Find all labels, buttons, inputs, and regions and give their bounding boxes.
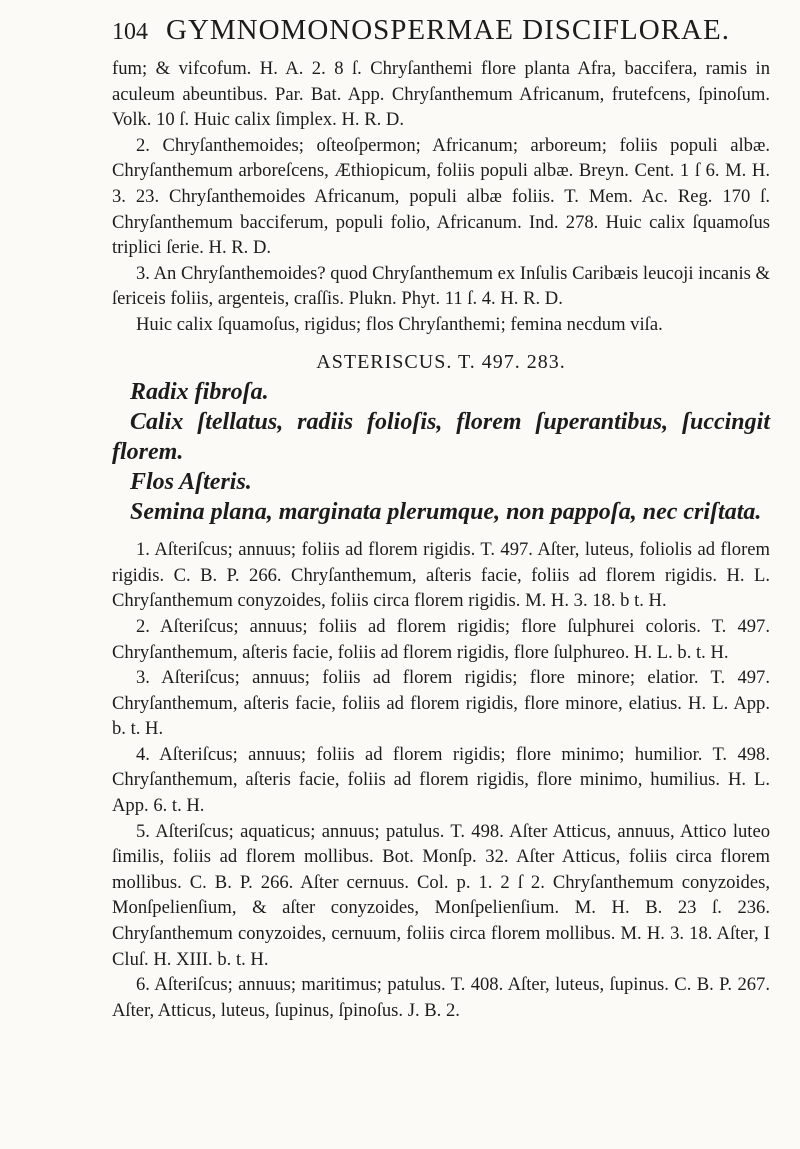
- species-entry-1: 1. Aſteriſcus; annuus; foliis ad florem rigidis. T. 497. Aſter, luteus, foliolis ad florem rigidis. C. B. P. 266. Chryſanthemum, aſteris facie, foliis ad florem rigidis. H. L. Chryſanthemum conyzoides, foliis circa florem rigidis. M. H. 3. 18. b t. H.: [112, 539, 770, 612]
- character-semina: Semina plana, marginata plerumque, non pappoſa, nec criſtata.: [130, 499, 762, 526]
- running-head: GYMNOMONOSPERMAE DISCIFLORAE.: [166, 14, 730, 46]
- paragraph-calix-note: Huic calix ſquamoſus, rigidus; flos Chryſanthemi; femina necdum viſa.: [136, 313, 663, 335]
- character-calix: Calix ſtellatus, radiis folioſis, florem ſuperantibus, ſuccingit florem.: [112, 409, 770, 466]
- page-number: 104: [112, 19, 148, 45]
- body-text: [112, 56, 770, 1023]
- species-entry-4: 4. Aſteriſcus; annuus; foliis ad florem rigidis; flore minimo; humilior. T. 498. Chryſanthemum, aſteris facie, foliis ad florem rigidis, flore minimo, humilius. H. L. App. 6. t. H.: [112, 743, 770, 817]
- page-header: [112, 14, 752, 47]
- species-entry-5: 5. Aſteriſcus; aquaticus; annuus; patulus. T. 498. Aſter Atticus, annuus, Attico luteo ſimilis, foliis ad florem mollibus. Bot. Monſp. 32. Aſter Atticus, foliis circa florem mollibus. C. B. P. 266. Aſter cernuus. Col. p. 1. 2 ſ 2. Chryſanthemum conyzoides, Monſpelienſium, & aſter conyzoides, Monſpelienſium. M. H. B. 23 ſ. 236. Chryſanthemum conyzoides, cernuum, foliis circa florem mollibus. M. H. 3. 18. Aſter, I Cluſ. H. XIII. b. t. H.: [112, 820, 770, 970]
- species-entry-2: 2. Aſteriſcus; annuus; foliis ad florem rigidis; flore ſulphurei coloris. T. 497. Chryſanthemum, aſteris facie, foliis ad florem rigidis, flore ſulphureo. H. L. b. t. H.: [112, 615, 770, 663]
- character-radix: Radix fibroſa.: [130, 379, 269, 406]
- paragraph-chrysanthemoides-3: 3. An Chryſanthemoides? quod Chryſanthemum ex Inſulis Caribæis leucoji incanis & ſericeis foliis, argenteis, craſſis. Plukn. Phyt. 11 ſ. 4. H. R. D.: [112, 262, 770, 310]
- paragraph-chrysanthemoides-2: 2. Chryſanthemoides; oſteoſpermon; Africanum; arboreum; foliis populi albæ. Chryſanthemum arboreſcens, Æthiopicum, foliis populi albæ. Breyn. Cent. 1 ſ 6. M. H. 3. 23. Chryſanthemoides Africanum, populi albæ foliis. T. Mem. Ac. Reg. 170 ſ. Chryſanthemum bacciferum, populi folio, Africanum. Ind. 278. Huic calix ſquamoſus triplici ſerie. H. R. D.: [112, 134, 770, 259]
- paragraph-continuation: fum; & vifcofum. H. A. 2. 8 ſ. Chryſanthemi flore planta Afra, baccifera, ramis in aculeum abeuntibus. Par. Bat. App. Chryſanthemum Africanum, frutefcens, ſpinoſum. Volk. 10 ſ. Huic calix ſimplex. H. R. D.: [112, 58, 770, 131]
- species-entry-6: 6. Aſteriſcus; annuus; maritimus; patulus. T. 408. Aſter, luteus, ſupinus. C. B. P. 267. Aſter, Atticus, luteus, ſupinus, ſpinoſus. J. B. 2.: [112, 974, 770, 1021]
- character-flos: Flos Aſteris.: [130, 469, 252, 496]
- genus-heading: ASTERISCUS. T. 497. 283.: [316, 350, 566, 373]
- species-entry-3: 3. Aſteriſcus; annuus; foliis ad florem rigidis; flore minore; elatior. T. 497. Chryſanthemum, aſteris facie, foliis ad florem rigidis, flore minore, elatius. H. L. App. b. t. H.: [112, 667, 770, 740]
